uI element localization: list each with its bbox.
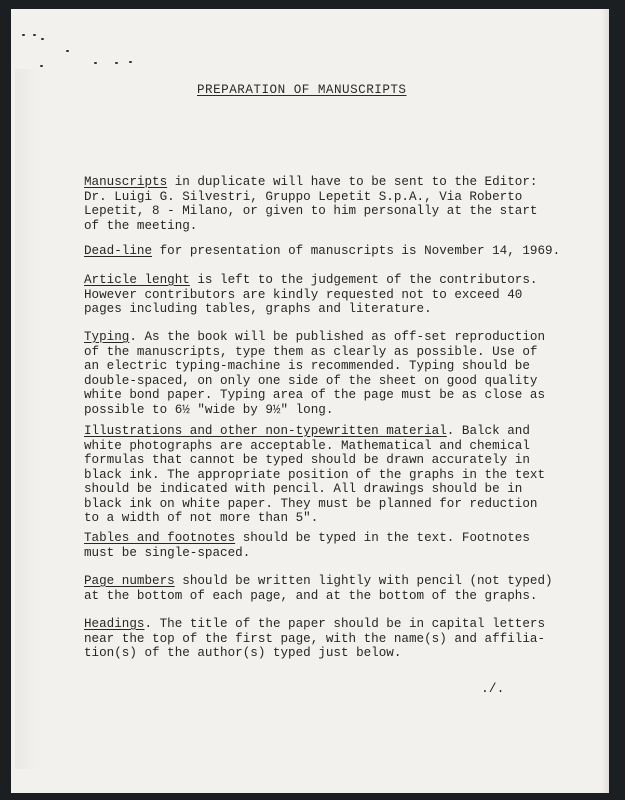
paragraph xyxy=(84,273,554,317)
paragraph-line: white bond paper. Typing area of the page must be as close as xyxy=(84,388,546,402)
paragraph-line xyxy=(84,617,554,632)
paragraph-heading: Typing xyxy=(84,330,130,344)
paragraph-line xyxy=(84,330,554,345)
paragraph xyxy=(84,531,554,560)
paragraph-text: for presentation of manuscripts is November 14, 1969. xyxy=(152,244,561,258)
paragraph-heading: Headings xyxy=(84,617,145,631)
paragraph-line xyxy=(84,244,561,259)
continuation-mark: ./. xyxy=(481,681,505,696)
stray-mark xyxy=(33,34,36,36)
paragraph-heading: Manuscripts xyxy=(84,175,168,189)
stray-mark xyxy=(40,65,43,67)
paragraph-line: pages including tables, graphs and literature. xyxy=(84,302,432,316)
paragraph-line: an electric typing-machine is recommended. Typing should be xyxy=(84,359,530,373)
paragraph-heading: Tables and footnotes xyxy=(84,531,236,545)
stray-mark xyxy=(22,34,25,36)
paragraph-line xyxy=(84,273,554,288)
stray-mark xyxy=(129,61,132,63)
paragraph-text: should be typed in the text. Footnotes xyxy=(235,531,530,545)
paragraph xyxy=(84,244,561,259)
paragraph-line: of the manuscripts, type them as clearly as possible. Use of xyxy=(84,344,538,359)
paragraph-line: possible to 6½ "wide by 9½" long. xyxy=(84,402,334,417)
stray-marks xyxy=(11,9,211,89)
paragraph-text: . As the book will be published as off-set reproduction xyxy=(129,330,546,344)
paragraph-line: double-spaced, on only one side of the sheet on good quality xyxy=(84,373,538,388)
paragraph xyxy=(84,330,554,417)
paragraph-line xyxy=(84,424,554,439)
paragraph-line: of the meeting. xyxy=(84,218,198,233)
paragraph-line: near the top of the first page, with the name(s) and affilia- xyxy=(84,631,546,646)
paragraph-line xyxy=(84,175,554,190)
paper-texture xyxy=(15,69,41,769)
paragraph-line: white photographs are acceptable. Mathematical and chemical xyxy=(84,438,530,453)
paragraph-text: in duplicate will have to be sent to the Editor: xyxy=(167,175,538,189)
paragraph-line: should be indicated with pencil. All drawings should be in xyxy=(84,482,523,496)
paragraph-text: . Balck and xyxy=(446,424,530,438)
document-title: PREPARATION OF MANUSCRIPTS xyxy=(197,83,407,97)
paragraph-line: must be single-spaced. xyxy=(84,545,251,560)
paper-edge-shadow xyxy=(601,9,609,793)
stray-mark xyxy=(41,38,44,40)
paragraph-heading: Page numbers xyxy=(84,574,175,588)
paragraph-text: . The title of the paper should be in capital letters xyxy=(144,617,546,631)
paragraph-line xyxy=(84,574,554,589)
paragraph-heading: Illustrations and other non-typewritten material xyxy=(84,424,447,438)
paragraph-line xyxy=(84,531,554,546)
paragraph xyxy=(84,424,554,526)
paragraph-line: to a width of not more than 5". xyxy=(84,511,319,525)
stray-mark xyxy=(94,62,97,64)
paragraph-heading: Dead-line xyxy=(84,244,153,258)
paragraph-line: at the bottom of each page, and at the bottom of the graphs. xyxy=(84,588,538,603)
paragraph-line: black ink. The appropriate position of the graphs in the text xyxy=(84,467,546,482)
paragraph-text: should be written lightly with pencil (not typed) xyxy=(174,574,553,588)
paragraph-line: black ink on white paper. They must be planned for reduction xyxy=(84,496,538,511)
paragraph-line: However contributors are kindly requested not to exceed 40 xyxy=(84,287,523,302)
paragraph-line: Lepetit, 8 - Milano, or given to him personally at the start xyxy=(84,204,538,218)
stray-mark xyxy=(66,50,69,52)
paragraph-line: Dr. Luigi G. Silvestri, Gruppo Lepetit S.p.A., Via Roberto xyxy=(84,189,523,204)
paragraph-line: tion(s) of the author(s) typed just below. xyxy=(84,646,402,660)
paragraph xyxy=(84,617,554,661)
paragraph xyxy=(84,574,554,603)
paragraph-line: formulas that cannot be typed should be drawn accurately in xyxy=(84,453,530,467)
paragraph xyxy=(84,175,554,233)
paragraph-text: is left to the judgement of the contributors. xyxy=(189,273,538,287)
paragraph-heading: Article lenght xyxy=(84,273,190,287)
document-page xyxy=(11,9,609,793)
stray-mark xyxy=(115,62,118,64)
